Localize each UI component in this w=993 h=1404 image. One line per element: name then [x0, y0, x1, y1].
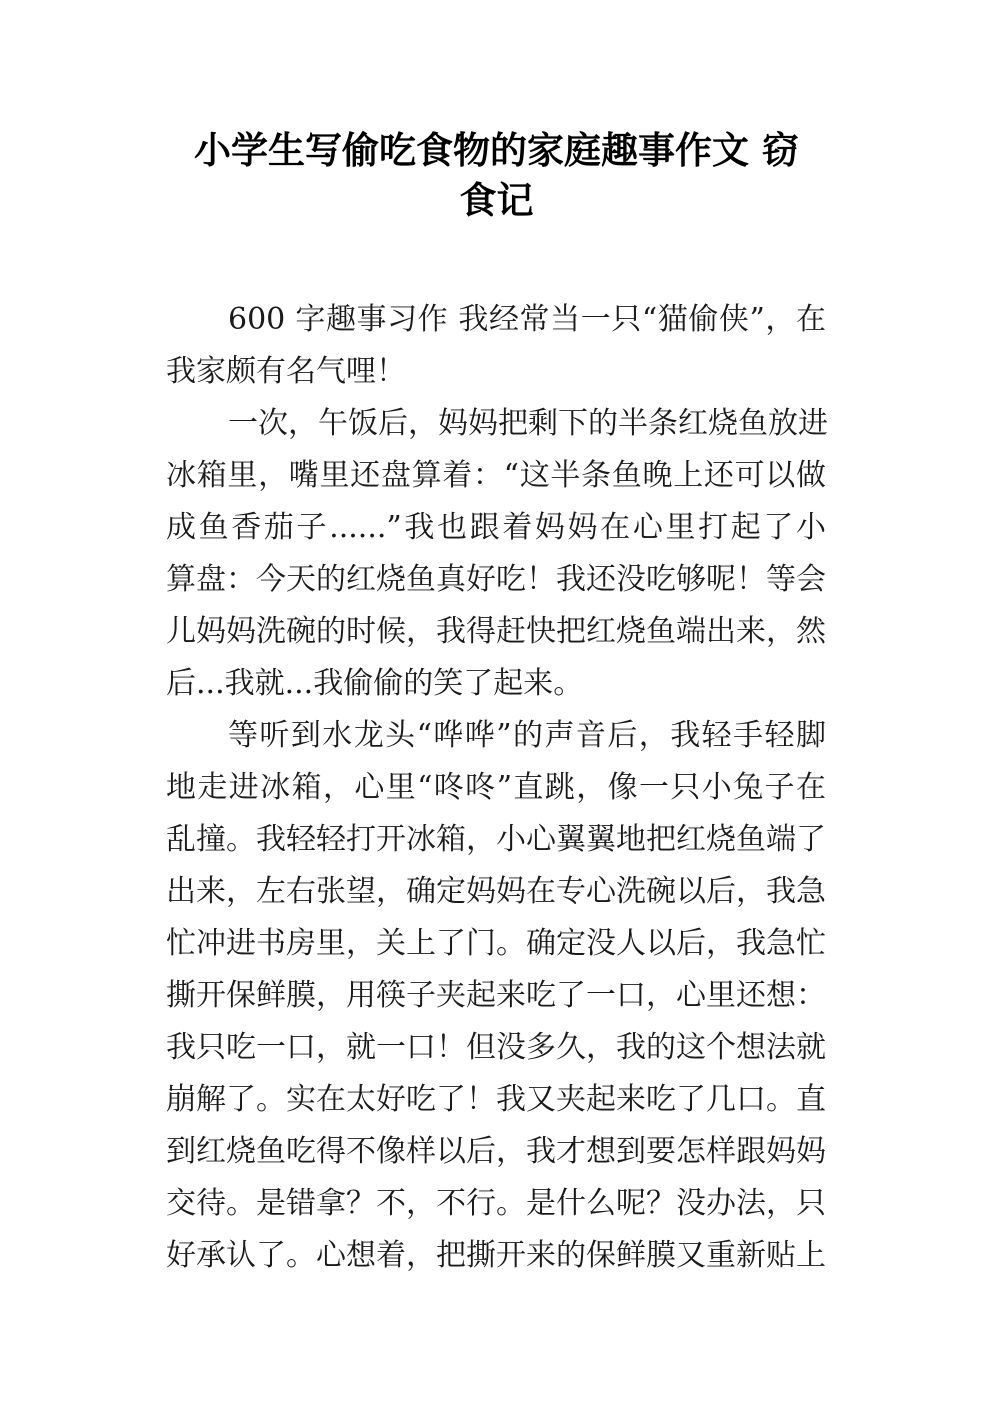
text-line: 儿妈妈洗碗的时候，我得赶快把红烧鱼端出来，然 [166, 614, 826, 649]
text-line: 成鱼香茄子......”我也跟着妈妈在心里打起了小 [166, 510, 826, 545]
text-line: 我家颇有名气哩！ [166, 354, 406, 389]
document-title [150, 126, 843, 226]
text-line: 后...我就...我偷偷的笑了起来。 [166, 666, 584, 701]
text-line: 乱撞。我轻轻打开冰箱，小心翼翼地把红烧鱼端了 [166, 822, 826, 857]
text-line: 冰箱里，嘴里还盘算着：“这半条鱼晚上还可以做 [166, 458, 826, 493]
text-line: 等听到水龙头“哗哗”的声音后，我轻手轻脚 [228, 718, 826, 753]
title-line: 小学生写偷吃食物的家庭趣事作文 窃 [194, 129, 799, 172]
text-line: 算盘：今天的红烧鱼真好吃！我还没吃够呢！等会 [166, 562, 826, 597]
text-line: 交待。是错拿？不，不行。是什么呢？没办法，只 [166, 1186, 826, 1221]
text-line: 我只吃一口，就一口！但没多久，我的这个想法就 [166, 1030, 826, 1065]
text-line: 到红烧鱼吃得不像样以后，我才想到要怎样跟妈妈 [166, 1134, 826, 1169]
text-line: 600 字趣事习作 我经常当一只“猫偷侠”，在 [228, 302, 826, 337]
text-line: 一次，午饭后，妈妈把剩下的半条红烧鱼放进 [228, 406, 828, 441]
text-line: 忙冲进书房里，关上了门。确定没人以后，我急忙 [166, 926, 826, 961]
title-line: 食记 [459, 179, 534, 222]
text-line: 好承认了。心想着，把撕开来的保鲜膜又重新贴上 [166, 1238, 826, 1273]
text-line: 地走进冰箱，心里“咚咚”直跳，像一只小兔子在 [166, 770, 826, 805]
essay-body [166, 294, 826, 1282]
text-line: 撕开保鲜膜，用筷子夹起来吃了一口，心里还想： [166, 978, 826, 1013]
text-line: 崩解了。实在太好吃了！我又夹起来吃了几口。直 [166, 1082, 826, 1117]
text-line: 出来，左右张望，确定妈妈在专心洗碗以后，我急 [166, 874, 826, 909]
